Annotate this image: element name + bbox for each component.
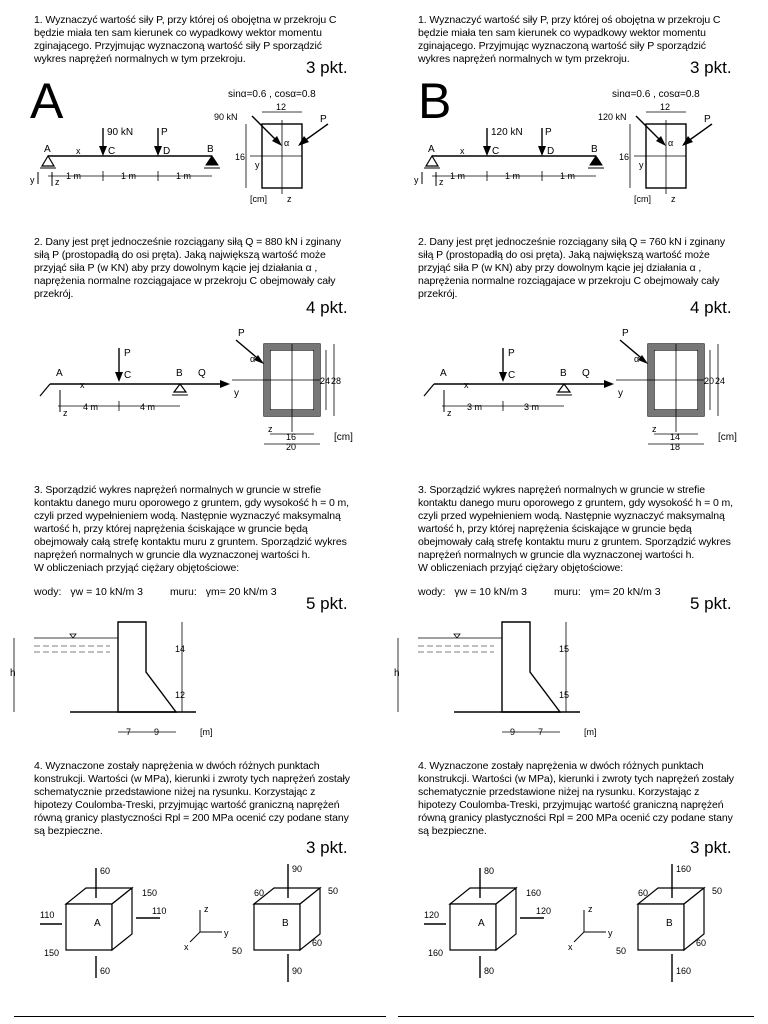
water-unit-weight: γw = 10 kN/m 3 [454,586,528,598]
unit-weights [34,586,277,598]
span-2-label: 1 m [505,171,521,181]
cube-a-front [66,904,112,950]
wall-label: muru: [553,586,581,598]
label-a: A [56,368,63,379]
alpha-label: α [284,138,290,148]
problem-1-text [418,14,720,66]
support-a [426,156,438,166]
cube-b-top-value: 160 [676,864,692,874]
label-c: C [124,370,132,381]
load-1-label: 90 kN [107,127,134,138]
text-line: wykres naprężeń normalnych w tym przekroju. [34,53,246,65]
variant-b-column [384,0,768,1024]
label-z: z [55,177,60,187]
cube-a-top-value: 60 [100,866,111,876]
axial-force-q-head [604,380,614,388]
cube-b-tr-value: 50 [328,886,339,896]
section-force-1-label: 90 kN [214,112,238,122]
axis-z-label: z [204,904,209,914]
section-label-z: z [652,424,657,434]
alpha-label: α [250,354,256,364]
span-1-label: 3 m [467,402,483,412]
section-unit: [cm] [250,194,267,204]
text-line: naprężenia normalne rozciągajace w przekroju C obejmowały cały [34,275,336,287]
support-b [174,384,186,392]
width-2-label: 7 [538,727,544,737]
load-2-label: P [161,127,168,138]
section-force-p-label: P [622,328,629,339]
text-line: 1. Wyznaczyć wartość siły P, przy której oś obojętna w przekroju C [418,14,721,26]
load-2-label: P [545,127,552,138]
text-line: 4. Wyznaczone zostały naprężenia w dwóch różnych punktach [418,760,704,772]
cube-b-top-value: 90 [292,864,303,874]
axis-y-label: y [224,928,229,938]
text-line: obejmowały całą strefę kontaktu muru z gruntem. Sporządzić wykres [418,536,731,548]
load-p-arrowhead [499,372,507,382]
text-line: przyjąć siła P (w KN) aby przy dowolnym kącie jej działania α , [418,262,702,274]
section-force-2-label: P [704,114,711,125]
text-line: zginającego. Przyjmując wyznaczoną wartość siły P sporządzić [418,40,706,52]
label-z: z [439,177,444,187]
section-label-y: y [618,388,623,399]
load-2-arrowhead [154,146,162,156]
cube-b-br-value: 60 [696,938,707,948]
text-line: 4. Wyznaczone zostały naprężenia w dwóch różnych punktach [34,760,320,772]
section-force-2-head [298,136,309,146]
problem-1-figure [384,80,768,210]
variant-letter: B [418,73,452,129]
figure-unit: [m] [200,727,213,737]
width-label: 12 [660,102,671,112]
label-a: A [428,144,435,155]
cube-a-front-value: 160 [428,948,444,958]
section-force-p-label: P [238,328,245,339]
cube-b-br-value: 60 [312,938,323,948]
label-b: B [591,144,598,155]
cube-b-tr-value: 50 [712,886,723,896]
text-line: 2. Dany jest pręt jednocześnie rozciągany siłą Q = 880 kN i zginany [34,236,342,248]
alpha-label: α [634,354,640,364]
problem-3-text [418,484,733,575]
label-x: x [464,380,469,390]
width-1-label: 9 [510,727,516,737]
label-a: A [44,144,51,155]
problem-1-points: 3 pkt. [690,58,732,77]
text-line: przyjąć siła P (w KN) aby przy dowolnym kącie jej działania α , [34,262,318,274]
label-c: C [492,146,500,157]
cube-b-label: B [282,918,289,929]
problem-4-figure [384,858,768,988]
support-b [590,156,602,165]
retaining-wall [502,622,560,712]
label-d: D [547,146,555,157]
text-line: równą granicy plastyczności Rpl = 200 MPa ocenić czy podane stany [418,812,733,824]
water-label: wody: [34,586,62,598]
text-line: W obliczeniach przyjąć ciężary objętościowe: [418,562,624,574]
text-line: 2. Dany jest pręt jednocześnie rozciągany siłą Q = 760 kN i zginany [418,236,726,248]
width-1-label: 7 [126,727,132,737]
text-line: kontaktu danego muru oporowego z gruntem, gdy wysokość h = 0 m, [34,497,350,509]
text-line: naprężenia normalne rozciągajace w przekroju C obejmowały cały [418,275,720,287]
retaining-wall [118,622,176,712]
figure-unit: [m] [584,727,597,737]
span-2-label: 3 m [524,402,540,412]
text-line: kontaktu danego muru oporowego z gruntem, gdy wysokość h = 0 m, [418,497,734,509]
load-1-arrowhead [483,146,491,156]
span-1-label: 4 m [83,402,99,412]
load-1-arrowhead [99,146,107,156]
text-line: przekrój. [418,288,458,300]
label-b: B [207,144,214,155]
trig-values: sinα=0.6 , cosα=0.8 [228,89,316,100]
label-b: B [176,368,183,379]
cube-a-bottom-value: 60 [100,966,111,976]
cube-b-bl-value: 50 [232,946,243,956]
cube-a-right-value: 110 [152,906,167,916]
water-label: wody: [418,586,446,598]
text-line: konstrukcji. Wartości (w MPa), kierunki i zwroty tych naprężeń zostały [418,773,734,785]
label-b: B [560,368,567,379]
cube-b-tl-value: 60 [638,888,649,898]
support-a [42,156,54,166]
span-2-label: 4 m [140,402,156,412]
cube-b-bottom-value: 90 [292,966,303,976]
text-line: schematycznie przedstawione niżej na rysunku. Korzystając z [418,786,700,798]
cube-b-front [638,904,684,950]
wall-unit-weight: γm= 20 kN/m 3 [589,586,661,598]
cube-a-label: A [94,918,101,929]
span-3-label: 1 m [560,171,576,181]
text-line: są bezpieczne. [418,825,487,837]
label-z: z [447,408,452,418]
h-label: h [394,668,400,679]
clamp-a [424,384,434,396]
cube-a-left-value: 110 [40,910,55,920]
text-line: schematycznie przedstawione niżej na rysunku. Korzystając z [34,786,316,798]
width-label: 12 [276,102,287,112]
load-p-label: P [124,348,131,359]
problem-4-text [418,760,734,838]
clamp-a [40,384,50,396]
label-c: C [508,370,516,381]
span-2-label: 1 m [121,171,137,181]
problem-3-text [34,484,349,575]
text-line: naprężeń normalnych w gruncie dla wyznaczonej wartości h. [34,549,311,561]
text-line: konstrukcji. Wartości (w MPa), kierunki i zwroty tych naprężeń zostały [34,773,350,785]
axis-x-label: x [568,942,573,952]
section-label-y: y [234,388,239,399]
support-b [206,156,218,165]
text-line: hipotezy Coulomba-Treski, przyjmując wartość graniczną naprężeń [418,799,724,811]
text-line: siłą P (prostopadłą do osi pręta). Jaką największą wartość może [34,249,326,261]
cube-a-label: A [478,918,485,929]
problem-1-points: 3 pkt. [306,58,348,77]
inner-height-label: 24 [320,376,331,386]
section-force-1-label: 120 kN [598,112,627,122]
text-line: zginającego. Przyjmując wyznaczoną wartość siły P sporządzić [34,40,322,52]
cube-a-back-value: 150 [142,888,158,898]
section-force-2-label: P [320,114,327,125]
label-y: y [30,175,35,185]
load-2-arrowhead [538,146,546,156]
wall-unit-weight: γm= 20 kN/m 3 [205,586,277,598]
load-p-arrowhead [115,372,123,382]
footer-rule-right [398,1016,754,1017]
text-line: obejmowały całą strefę kontaktu muru z gruntem. Sporządzić wykres [34,536,347,548]
problem-3-figure [0,612,384,742]
text-line: naprężeń normalnych w gruncie dla wyznaczonej wartości h. [418,549,695,561]
problem-1-text [34,14,336,66]
cube-a-front-value: 150 [44,948,60,958]
width-2-label: 9 [154,727,160,737]
height-2-label: 12 [175,690,186,700]
inner-width-label: 16 [286,432,297,442]
label-c: C [108,146,116,157]
problem-2-text [34,236,341,301]
axis-z-label: z [588,904,593,914]
inner-height-label: 20 [704,376,715,386]
cube-a-front [450,904,496,950]
alpha-label: α [668,138,674,148]
height-2-label: 15 [559,690,570,700]
outer-width-label: 18 [670,442,681,452]
footer-rule-left [14,1016,386,1017]
axis-y-label: y [608,928,613,938]
text-line: wykres naprężeń normalnych w tym przekroju. [418,53,630,65]
outer-height-label: 24 [715,376,726,386]
text-line: 3. Sporządzić wykres naprężeń normalnych w gruncie w strefie [34,484,321,496]
label-x: x [80,380,85,390]
cube-a-back-value: 160 [526,888,542,898]
load-1-label: 120 kN [491,127,523,138]
axis-x [574,932,584,942]
height-1-label: 14 [175,644,186,654]
text-line: przekrój. [34,288,74,300]
text-line: czyli przed wypełnieniem wodą. Następnie wyznaczyć maksymalną [34,510,341,522]
water-level-marker [70,634,76,638]
cube-b-bl-value: 50 [616,946,627,956]
section-label-y: y [639,160,644,170]
section-label-z: z [671,194,676,204]
unit-weights [418,586,661,598]
trig-values: sinα=0.6 , cosα=0.8 [612,89,700,100]
text-line: W obliczeniach przyjąć ciężary objętościowe: [34,562,240,574]
label-d: D [163,146,171,157]
variant-letter: A [30,73,64,129]
height-1-label: 15 [559,644,570,654]
problem-4-text [34,760,350,838]
span-1-label: 1 m [66,171,82,181]
axis-x-label: x [184,942,189,952]
section-label-y: y [255,160,260,170]
problem-2-figure [0,322,384,462]
text-line: będzie miała ten sam kierunek co wypadkowy wektor momentu [418,27,706,39]
text-line: równą granicy plastyczności Rpl = 200 MPa ocenić czy podane stany [34,812,349,824]
height-label: 16 [619,152,630,162]
text-line: będzie miała ten sam kierunek co wypadkowy wektor momentu [34,27,322,39]
span-1-label: 1 m [450,171,466,181]
label-a: A [440,368,447,379]
section-unit: [cm] [334,432,353,443]
problem-3-figure [384,612,768,742]
problem-2-points: 4 pkt. [306,298,348,317]
cube-a-top-value: 80 [484,866,495,876]
label-z: z [63,408,68,418]
cube-a-left-value: 120 [424,910,440,920]
text-line: 1. Wyznaczyć wartość siły P, przy której oś obojętna w przekroju C [34,14,337,26]
outer-height-label: 28 [331,376,342,386]
section-label-z: z [268,424,273,434]
text-line: 3. Sporządzić wykres naprężeń normalnych w gruncie w strefie [418,484,705,496]
label-x: x [76,146,81,156]
section-label-z: z [287,194,292,204]
cube-b-front [254,904,300,950]
h-label: h [10,668,16,679]
support-b [558,384,570,392]
problem-2-points: 4 pkt. [690,298,732,317]
axial-force-q-label: Q [198,368,206,379]
problem-4-figure [0,858,384,988]
axial-force-q-label: Q [582,368,590,379]
outer-width-label: 20 [286,442,297,452]
wall-label: muru: [169,586,197,598]
problem-1-figure [0,80,384,210]
text-line: hipotezy Coulomba-Treski, przyjmując wartość graniczną naprężeń [34,799,340,811]
section-force-2-head [682,136,693,146]
text-line: wartość h, przy której naprężenia ściskające w gruncie będą [418,523,692,535]
inner-width-label: 14 [670,432,681,442]
problem-2-text [418,236,725,301]
cube-a-right-value: 120 [536,906,552,916]
axial-force-q-head [220,380,230,388]
water-level-marker [454,634,460,638]
cube-b-tl-value: 60 [254,888,265,898]
load-p-label: P [508,348,515,359]
problem-4-points: 3 pkt. [306,838,348,857]
text-line: czyli przed wypełnieniem wodą. Następnie wyznaczyć maksymalną [418,510,725,522]
height-label: 16 [235,152,246,162]
problem-4-points: 3 pkt. [690,838,732,857]
span-3-label: 1 m [176,171,192,181]
section-unit: [cm] [718,432,737,443]
text-line: wartość h, przy której naprężenia ściskające w gruncie będą [34,523,308,535]
label-x: x [460,146,465,156]
cube-b-label: B [666,918,673,929]
axis-x [190,932,200,942]
text-line: są bezpieczne. [34,825,103,837]
cube-a-bottom-value: 80 [484,966,495,976]
water-unit-weight: γw = 10 kN/m 3 [70,586,144,598]
cube-b-bottom-value: 160 [676,966,692,976]
section-unit: [cm] [634,194,651,204]
problem-3-points: 5 pkt. [306,594,348,613]
problem-3-points: 5 pkt. [690,594,732,613]
problem-2-figure [384,322,768,462]
text-line: siłą P (prostopadłą do osi pręta). Jaką największą wartość może [418,249,710,261]
label-y: y [414,175,419,185]
